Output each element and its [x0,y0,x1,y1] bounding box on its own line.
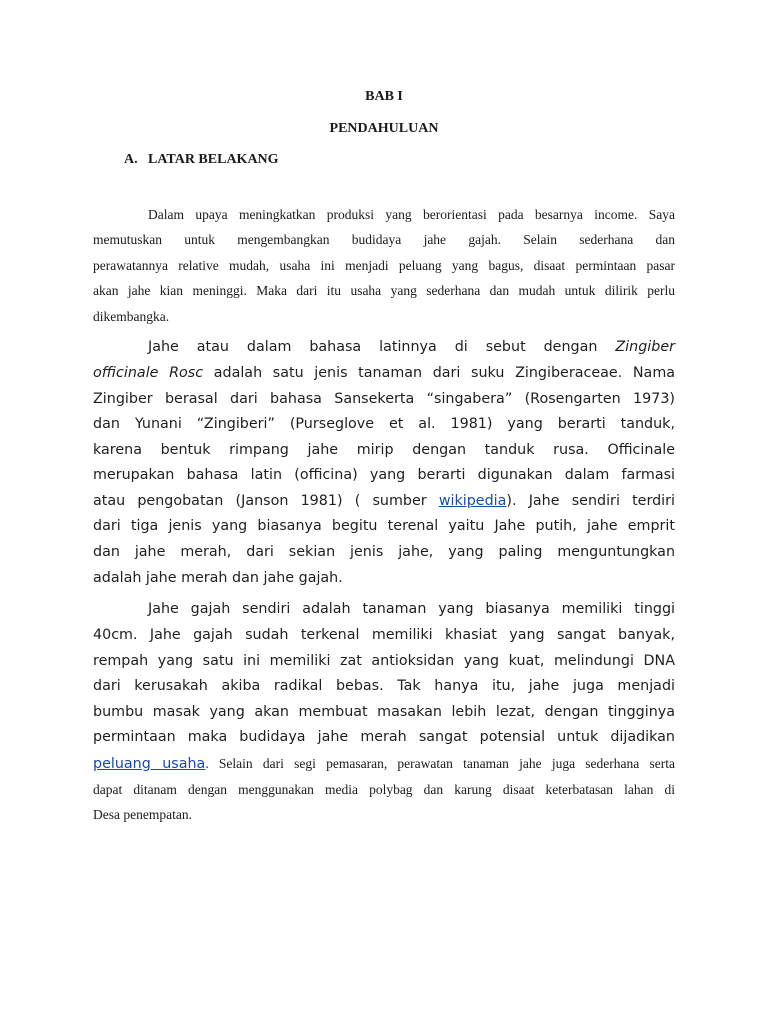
para2-line [93,365,675,381]
para3-line: Jahe gajah sendiri adalah tanaman yang biasanya memiliki tinggi [148,601,675,617]
section-title: LATAR BELAKANG [148,152,279,167]
para2-line [93,493,675,509]
para1-line: Dalam upaya meningkatkan produksi yang berorientasi pada besarnya income. Saya [148,207,675,222]
para1-line: memutuskan untuk mengembangkan budidaya jahe gajah. Selain sederhana dan [93,232,675,247]
para2-text: Jahe atau dalam bahasa latinnya di sebut dengan [148,339,598,355]
para3-line [93,756,675,772]
para3-line: permintaan maka budidaya jahe merah sangat potensial untuk dijadikan [93,729,675,745]
para3-line: rempah yang satu ini memiliki zat antioksidan yang kuat, melindungi DNA [93,653,675,669]
para2-line: karena bentuk rimpang jahe mirip dengan tanduk rusa. Officinale [93,442,675,458]
para2-line: adalah jahe merah dan jahe gajah. [93,570,343,586]
para1-line: akan jahe kian meninggi. Maka dari itu usaha yang sederhana dan mudah untuk dilirik perlu [93,283,675,298]
species-name: officinale Rosc [93,365,204,381]
chapter-title: PENDAHULUAN [329,121,439,136]
para2-line: merupakan bahasa latin (officina) yang berarti digunakan dalam farmasi [93,467,675,483]
peluang-usaha-link[interactable]: peluang usaha [93,756,206,772]
para3-line: dapat ditanam dengan menggunakan media polybag dan karung disaat keterbatasan lahan di [93,782,675,797]
para1-line: perawatannya relative mudah, usaha ini menjadi peluang yang bagus, disaat permintaan pasar [93,258,675,273]
para2-text: adalah satu jenis tanaman dari suku Zingiberaceae. Nama [213,365,676,381]
para1-line: dikembangka. [93,309,170,324]
para3-line: dari kerusakah akiba radikal bebas. Tak hanya itu, jahe juga menjadi [93,678,675,694]
chapter-label: BAB I [365,89,403,104]
para2-text: atau pengobatan (Janson 1981) ( sumber [93,493,427,509]
para2-line: dari tiga jenis yang biasanya begitu terenal yaitu Jahe putih, jahe emprit [93,518,675,534]
para2-line [93,339,675,355]
para3-text: . Selain dari segi pemasaran, perawatan tanaman jahe juga sederhana serta [205,756,675,771]
para2-line: dan jahe merah, dari sekian jenis jahe, yang paling menguntungkan [93,544,675,560]
section-number: A. [124,152,138,167]
para3-line: bumbu masak yang akan membuat masakan lebih lezat, dengan tingginya [93,704,675,720]
para2-line: Zingiber berasal dari bahasa Sansekerta “singabera” (Rosengarten 1973) [93,391,675,407]
para2-line: dan Yunani “Zingiberi” (Purseglove et al. 1981) yang berarti tanduk, [93,416,675,432]
wikipedia-link[interactable]: wikipedia [438,493,507,509]
para2-text: ). Jahe sendiri terdiri [506,493,676,509]
species-name: Zingiber [615,339,676,355]
para3-line: 40cm. Jahe gajah sudah terkenal memiliki khasiat yang sangat banyak, [93,627,675,643]
section-heading [124,152,279,168]
para3-line: Desa penempatan. [93,807,192,822]
